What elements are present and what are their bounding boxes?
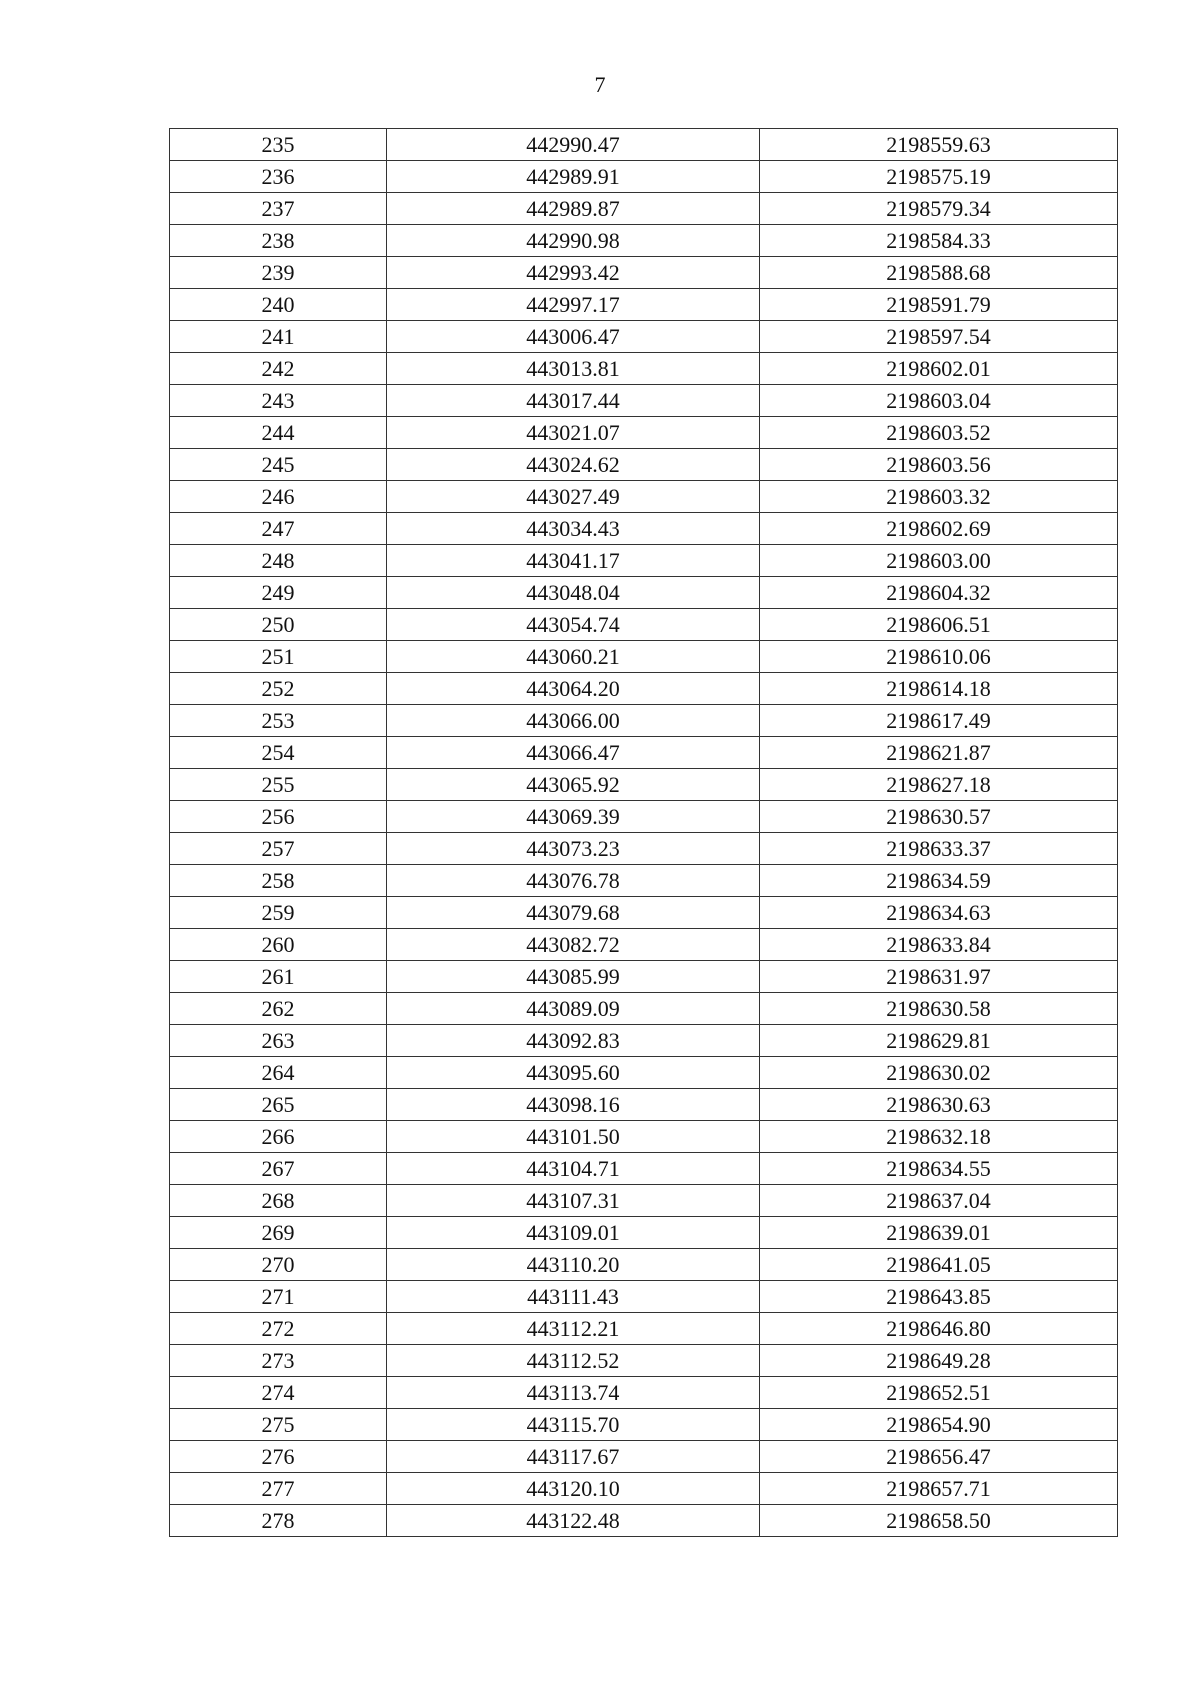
x-coordinate-cell: 443066.00 xyxy=(387,705,760,737)
table-row xyxy=(170,545,1118,577)
x-coordinate-cell: 442993.42 xyxy=(387,257,760,289)
x-coordinate-cell: 443089.09 xyxy=(387,993,760,1025)
point-number-cell: 249 xyxy=(170,577,387,609)
x-coordinate-cell: 443112.21 xyxy=(387,1313,760,1345)
y-coordinate-cell: 2198597.54 xyxy=(760,321,1118,353)
x-coordinate-cell: 443101.50 xyxy=(387,1121,760,1153)
y-coordinate-cell: 2198630.58 xyxy=(760,993,1118,1025)
x-coordinate-cell: 443013.81 xyxy=(387,353,760,385)
point-number-cell: 260 xyxy=(170,929,387,961)
table-row xyxy=(170,673,1118,705)
x-coordinate-cell: 443069.39 xyxy=(387,801,760,833)
y-coordinate-cell: 2198617.49 xyxy=(760,705,1118,737)
table-row xyxy=(170,1057,1118,1089)
x-coordinate-cell: 443117.67 xyxy=(387,1441,760,1473)
point-number-cell: 276 xyxy=(170,1441,387,1473)
table-row xyxy=(170,801,1118,833)
x-coordinate-cell: 443054.74 xyxy=(387,609,760,641)
point-number-cell: 278 xyxy=(170,1505,387,1537)
point-number-cell: 244 xyxy=(170,417,387,449)
point-number-cell: 257 xyxy=(170,833,387,865)
y-coordinate-cell: 2198632.18 xyxy=(760,1121,1118,1153)
point-number-cell: 266 xyxy=(170,1121,387,1153)
table-row xyxy=(170,1505,1118,1537)
coordinate-table xyxy=(169,128,1118,1537)
point-number-cell: 270 xyxy=(170,1249,387,1281)
x-coordinate-cell: 443024.62 xyxy=(387,449,760,481)
table-row xyxy=(170,737,1118,769)
y-coordinate-cell: 2198621.87 xyxy=(760,737,1118,769)
y-coordinate-cell: 2198630.02 xyxy=(760,1057,1118,1089)
table-row xyxy=(170,161,1118,193)
page-number: 7 xyxy=(594,72,606,97)
y-coordinate-cell: 2198639.01 xyxy=(760,1217,1118,1249)
y-coordinate-cell: 2198629.81 xyxy=(760,1025,1118,1057)
table-row xyxy=(170,833,1118,865)
x-coordinate-cell: 443098.16 xyxy=(387,1089,760,1121)
point-number-cell: 241 xyxy=(170,321,387,353)
table-row xyxy=(170,897,1118,929)
y-coordinate-cell: 2198584.33 xyxy=(760,225,1118,257)
y-coordinate-cell: 2198604.32 xyxy=(760,577,1118,609)
y-coordinate-cell: 2198633.37 xyxy=(760,833,1118,865)
table-row xyxy=(170,193,1118,225)
table-row xyxy=(170,1281,1118,1313)
point-number-cell: 239 xyxy=(170,257,387,289)
point-number-cell: 242 xyxy=(170,353,387,385)
x-coordinate-cell: 443112.52 xyxy=(387,1345,760,1377)
point-number-cell: 247 xyxy=(170,513,387,545)
table-row xyxy=(170,1025,1118,1057)
x-coordinate-cell: 442990.98 xyxy=(387,225,760,257)
x-coordinate-cell: 442997.17 xyxy=(387,289,760,321)
point-number-cell: 252 xyxy=(170,673,387,705)
x-coordinate-cell: 443017.44 xyxy=(387,385,760,417)
table-row xyxy=(170,1249,1118,1281)
x-coordinate-cell: 443048.04 xyxy=(387,577,760,609)
table-row xyxy=(170,257,1118,289)
table-row xyxy=(170,289,1118,321)
point-number-cell: 259 xyxy=(170,897,387,929)
table-row xyxy=(170,1153,1118,1185)
x-coordinate-cell: 443113.74 xyxy=(387,1377,760,1409)
y-coordinate-cell: 2198575.19 xyxy=(760,161,1118,193)
y-coordinate-cell: 2198603.56 xyxy=(760,449,1118,481)
table-row xyxy=(170,1409,1118,1441)
y-coordinate-cell: 2198627.18 xyxy=(760,769,1118,801)
x-coordinate-cell: 443079.68 xyxy=(387,897,760,929)
point-number-cell: 268 xyxy=(170,1185,387,1217)
point-number-cell: 253 xyxy=(170,705,387,737)
y-coordinate-cell: 2198641.05 xyxy=(760,1249,1118,1281)
y-coordinate-cell: 2198637.04 xyxy=(760,1185,1118,1217)
point-number-cell: 236 xyxy=(170,161,387,193)
y-coordinate-cell: 2198633.84 xyxy=(760,929,1118,961)
y-coordinate-cell: 2198657.71 xyxy=(760,1473,1118,1505)
y-coordinate-cell: 2198610.06 xyxy=(760,641,1118,673)
point-number-cell: 248 xyxy=(170,545,387,577)
y-coordinate-cell: 2198634.55 xyxy=(760,1153,1118,1185)
table-row xyxy=(170,385,1118,417)
point-number-cell: 272 xyxy=(170,1313,387,1345)
y-coordinate-cell: 2198634.63 xyxy=(760,897,1118,929)
x-coordinate-cell: 443095.60 xyxy=(387,1057,760,1089)
table-row xyxy=(170,1345,1118,1377)
y-coordinate-cell: 2198631.97 xyxy=(760,961,1118,993)
table-row xyxy=(170,1441,1118,1473)
y-coordinate-cell: 2198614.18 xyxy=(760,673,1118,705)
x-coordinate-cell: 442989.91 xyxy=(387,161,760,193)
point-number-cell: 269 xyxy=(170,1217,387,1249)
table-row xyxy=(170,577,1118,609)
point-number-cell: 273 xyxy=(170,1345,387,1377)
point-number-cell: 235 xyxy=(170,129,387,161)
x-coordinate-cell: 443066.47 xyxy=(387,737,760,769)
table-row xyxy=(170,865,1118,897)
point-number-cell: 251 xyxy=(170,641,387,673)
point-number-cell: 277 xyxy=(170,1473,387,1505)
y-coordinate-cell: 2198603.52 xyxy=(760,417,1118,449)
point-number-cell: 250 xyxy=(170,609,387,641)
table-row xyxy=(170,1217,1118,1249)
x-coordinate-cell: 443115.70 xyxy=(387,1409,760,1441)
point-number-cell: 271 xyxy=(170,1281,387,1313)
table-row xyxy=(170,1185,1118,1217)
y-coordinate-cell: 2198656.47 xyxy=(760,1441,1118,1473)
point-number-cell: 274 xyxy=(170,1377,387,1409)
point-number-cell: 265 xyxy=(170,1089,387,1121)
point-number-cell: 258 xyxy=(170,865,387,897)
point-number-cell: 246 xyxy=(170,481,387,513)
table-row xyxy=(170,417,1118,449)
x-coordinate-cell: 443027.49 xyxy=(387,481,760,513)
y-coordinate-cell: 2198630.63 xyxy=(760,1089,1118,1121)
x-coordinate-cell: 443006.47 xyxy=(387,321,760,353)
table-row xyxy=(170,513,1118,545)
y-coordinate-cell: 2198591.79 xyxy=(760,289,1118,321)
point-number-cell: 240 xyxy=(170,289,387,321)
table-row xyxy=(170,481,1118,513)
point-number-cell: 267 xyxy=(170,1153,387,1185)
point-number-cell: 237 xyxy=(170,193,387,225)
point-number-cell: 254 xyxy=(170,737,387,769)
point-number-cell: 261 xyxy=(170,961,387,993)
point-number-cell: 275 xyxy=(170,1409,387,1441)
table-row xyxy=(170,1121,1118,1153)
x-coordinate-cell: 443064.20 xyxy=(387,673,760,705)
table-row xyxy=(170,449,1118,481)
point-number-cell: 263 xyxy=(170,1025,387,1057)
table-row xyxy=(170,961,1118,993)
x-coordinate-cell: 443041.17 xyxy=(387,545,760,577)
y-coordinate-cell: 2198603.04 xyxy=(760,385,1118,417)
y-coordinate-cell: 2198603.00 xyxy=(760,545,1118,577)
y-coordinate-cell: 2198602.01 xyxy=(760,353,1118,385)
x-coordinate-cell: 443110.20 xyxy=(387,1249,760,1281)
point-number-cell: 238 xyxy=(170,225,387,257)
x-coordinate-cell: 443120.10 xyxy=(387,1473,760,1505)
x-coordinate-cell: 443107.31 xyxy=(387,1185,760,1217)
table-row xyxy=(170,993,1118,1025)
y-coordinate-cell: 2198634.59 xyxy=(760,865,1118,897)
x-coordinate-cell: 443073.23 xyxy=(387,833,760,865)
x-coordinate-cell: 443034.43 xyxy=(387,513,760,545)
y-coordinate-cell: 2198603.32 xyxy=(760,481,1118,513)
y-coordinate-cell: 2198579.34 xyxy=(760,193,1118,225)
table-row xyxy=(170,1473,1118,1505)
coordinate-table-body xyxy=(170,129,1118,1537)
point-number-cell: 255 xyxy=(170,769,387,801)
table-row xyxy=(170,129,1118,161)
y-coordinate-cell: 2198646.80 xyxy=(760,1313,1118,1345)
x-coordinate-cell: 443082.72 xyxy=(387,929,760,961)
y-coordinate-cell: 2198602.69 xyxy=(760,513,1118,545)
table-row xyxy=(170,353,1118,385)
x-coordinate-cell: 443085.99 xyxy=(387,961,760,993)
y-coordinate-cell: 2198588.68 xyxy=(760,257,1118,289)
y-coordinate-cell: 2198652.51 xyxy=(760,1377,1118,1409)
point-number-cell: 245 xyxy=(170,449,387,481)
table-row xyxy=(170,641,1118,673)
y-coordinate-cell: 2198606.51 xyxy=(760,609,1118,641)
table-row xyxy=(170,1377,1118,1409)
point-number-cell: 243 xyxy=(170,385,387,417)
x-coordinate-cell: 443104.71 xyxy=(387,1153,760,1185)
table-row xyxy=(170,225,1118,257)
table-row xyxy=(170,1089,1118,1121)
x-coordinate-cell: 443092.83 xyxy=(387,1025,760,1057)
table-row xyxy=(170,929,1118,961)
point-number-cell: 256 xyxy=(170,801,387,833)
y-coordinate-cell: 2198559.63 xyxy=(760,129,1118,161)
table-row xyxy=(170,705,1118,737)
x-coordinate-cell: 443060.21 xyxy=(387,641,760,673)
x-coordinate-cell: 443065.92 xyxy=(387,769,760,801)
y-coordinate-cell: 2198654.90 xyxy=(760,1409,1118,1441)
table-row xyxy=(170,609,1118,641)
y-coordinate-cell: 2198658.50 xyxy=(760,1505,1118,1537)
table-row xyxy=(170,1313,1118,1345)
y-coordinate-cell: 2198643.85 xyxy=(760,1281,1118,1313)
x-coordinate-cell: 443111.43 xyxy=(387,1281,760,1313)
table-row xyxy=(170,769,1118,801)
y-coordinate-cell: 2198649.28 xyxy=(760,1345,1118,1377)
x-coordinate-cell: 443109.01 xyxy=(387,1217,760,1249)
x-coordinate-cell: 443076.78 xyxy=(387,865,760,897)
x-coordinate-cell: 443021.07 xyxy=(387,417,760,449)
y-coordinate-cell: 2198630.57 xyxy=(760,801,1118,833)
x-coordinate-cell: 442990.47 xyxy=(387,129,760,161)
point-number-cell: 262 xyxy=(170,993,387,1025)
point-number-cell: 264 xyxy=(170,1057,387,1089)
table-row xyxy=(170,321,1118,353)
x-coordinate-cell: 442989.87 xyxy=(387,193,760,225)
x-coordinate-cell: 443122.48 xyxy=(387,1505,760,1537)
